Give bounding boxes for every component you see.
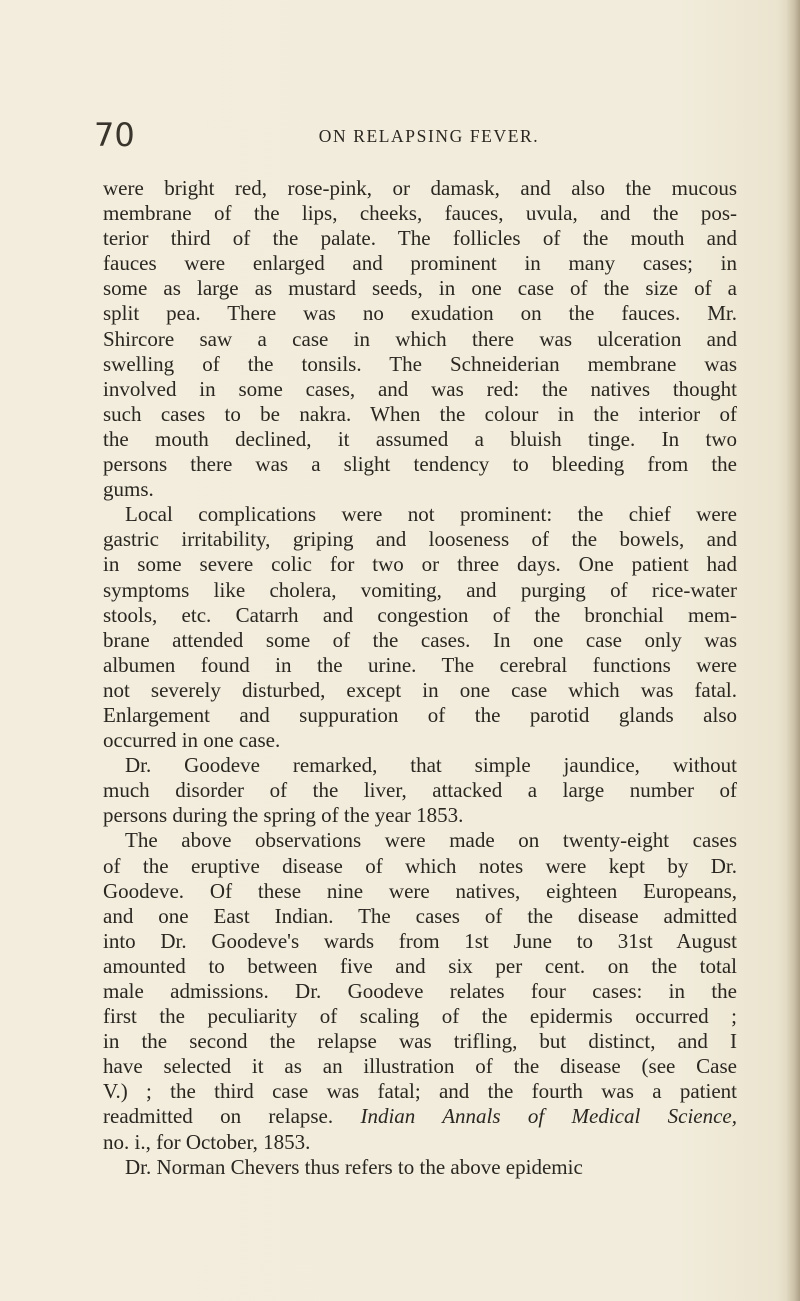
text-line: such cases to be nakra. When the colour in the interior of bbox=[103, 401, 737, 426]
text-line: split pea. There was no exudation on the fauces. Mr. bbox=[103, 301, 737, 326]
text-line: amounted to between five and six per cent. on the total bbox=[103, 953, 737, 978]
text-line: Dr. Norman Chevers thus refers to the above epidemic bbox=[125, 1154, 583, 1179]
text-line: no. i., for October, 1853. bbox=[103, 1129, 311, 1154]
text-line: first the peculiarity of scaling of the epidermis occurred ; bbox=[103, 1004, 737, 1029]
text-line: not severely disturbed, except in one case which was fatal. bbox=[103, 677, 737, 702]
text-line: occurred in one case. bbox=[103, 728, 281, 753]
text-line: Local complications were not prominent: the chief were bbox=[125, 502, 737, 527]
text-line: in some severe colic for two or three days. One patient had bbox=[103, 552, 737, 577]
text-line: persons there was a slight tendency to bleeding from the bbox=[103, 452, 737, 477]
text-line: swelling of the tonsils. The Schneiderian membrane was bbox=[103, 351, 737, 376]
citation-title: Indian Annals of Medical Science, bbox=[360, 1104, 737, 1129]
running-head: ON RELAPSING FEVER. bbox=[318, 126, 540, 146]
text-line: V.) ; the third case was fatal; and the fourth was a patient bbox=[103, 1079, 737, 1104]
text-line: involved in some cases, and was red: the natives thought bbox=[103, 376, 737, 401]
text-line: symptoms like cholera, vomiting, and purging of rice-water bbox=[103, 577, 737, 602]
text-line: The above observations were made on twenty-eight cases bbox=[125, 828, 737, 853]
text-line: brane attended some of the cases. In one case only was bbox=[103, 627, 737, 652]
page-number: 70 bbox=[94, 116, 135, 154]
text-line: persons during the spring of the year 1853. bbox=[103, 803, 464, 828]
text-line: terior third of the palate. The follicles of the mouth and bbox=[103, 226, 737, 251]
text-line: Dr. Goodeve remarked, that simple jaundice, without bbox=[125, 753, 737, 778]
text-line: into Dr. Goodeve's wards from 1st June to 31st August bbox=[103, 928, 737, 953]
text-line: Enlargement and suppuration of the parotid glands also bbox=[103, 702, 737, 727]
text-line: fauces were enlarged and prominent in many cases; in bbox=[103, 251, 737, 276]
text-line: and one East Indian. The cases of the disease admitted bbox=[103, 903, 737, 928]
text-line: the mouth declined, it assumed a bluish tinge. In two bbox=[103, 426, 737, 451]
text-line: were bright red, rose-pink, or damask, and also the mucous bbox=[103, 176, 737, 200]
text-line: stools, etc. Catarrh and congestion of the bronchial mem- bbox=[103, 602, 737, 627]
text-line: in the second the relapse was trifling, but distinct, and I bbox=[103, 1029, 737, 1054]
text-line-with-citation bbox=[103, 1104, 737, 1129]
text-line: have selected it as an illustration of the disease (see Case bbox=[103, 1054, 737, 1079]
page-header bbox=[94, 117, 734, 157]
text-line: albumen found in the urine. The cerebral functions were bbox=[103, 652, 737, 677]
text-line: gums. bbox=[103, 477, 154, 502]
text-line: Shircore saw a case in which there was ulceration and bbox=[103, 326, 737, 351]
page-edge-shadow bbox=[786, 0, 800, 1301]
text-line: gastric irritability, griping and looseness of the bowels, and bbox=[103, 527, 737, 552]
text-line: membrane of the lips, cheeks, fauces, uvula, and the pos- bbox=[103, 201, 737, 226]
text-line: some as large as mustard seeds, in one case of the size of a bbox=[103, 276, 737, 301]
text-line: of the eruptive disease of which notes were kept by Dr. bbox=[103, 853, 737, 878]
text-line: much disorder of the liver, attacked a large number of bbox=[103, 778, 737, 803]
text-line: readmitted on relapse. bbox=[103, 1104, 334, 1129]
body-text bbox=[103, 176, 737, 1180]
text-line: male admissions. Dr. Goodeve relates four cases: in the bbox=[103, 979, 737, 1003]
text-line: Goodeve. Of these nine were natives, eighteen Europeans, bbox=[103, 878, 737, 903]
